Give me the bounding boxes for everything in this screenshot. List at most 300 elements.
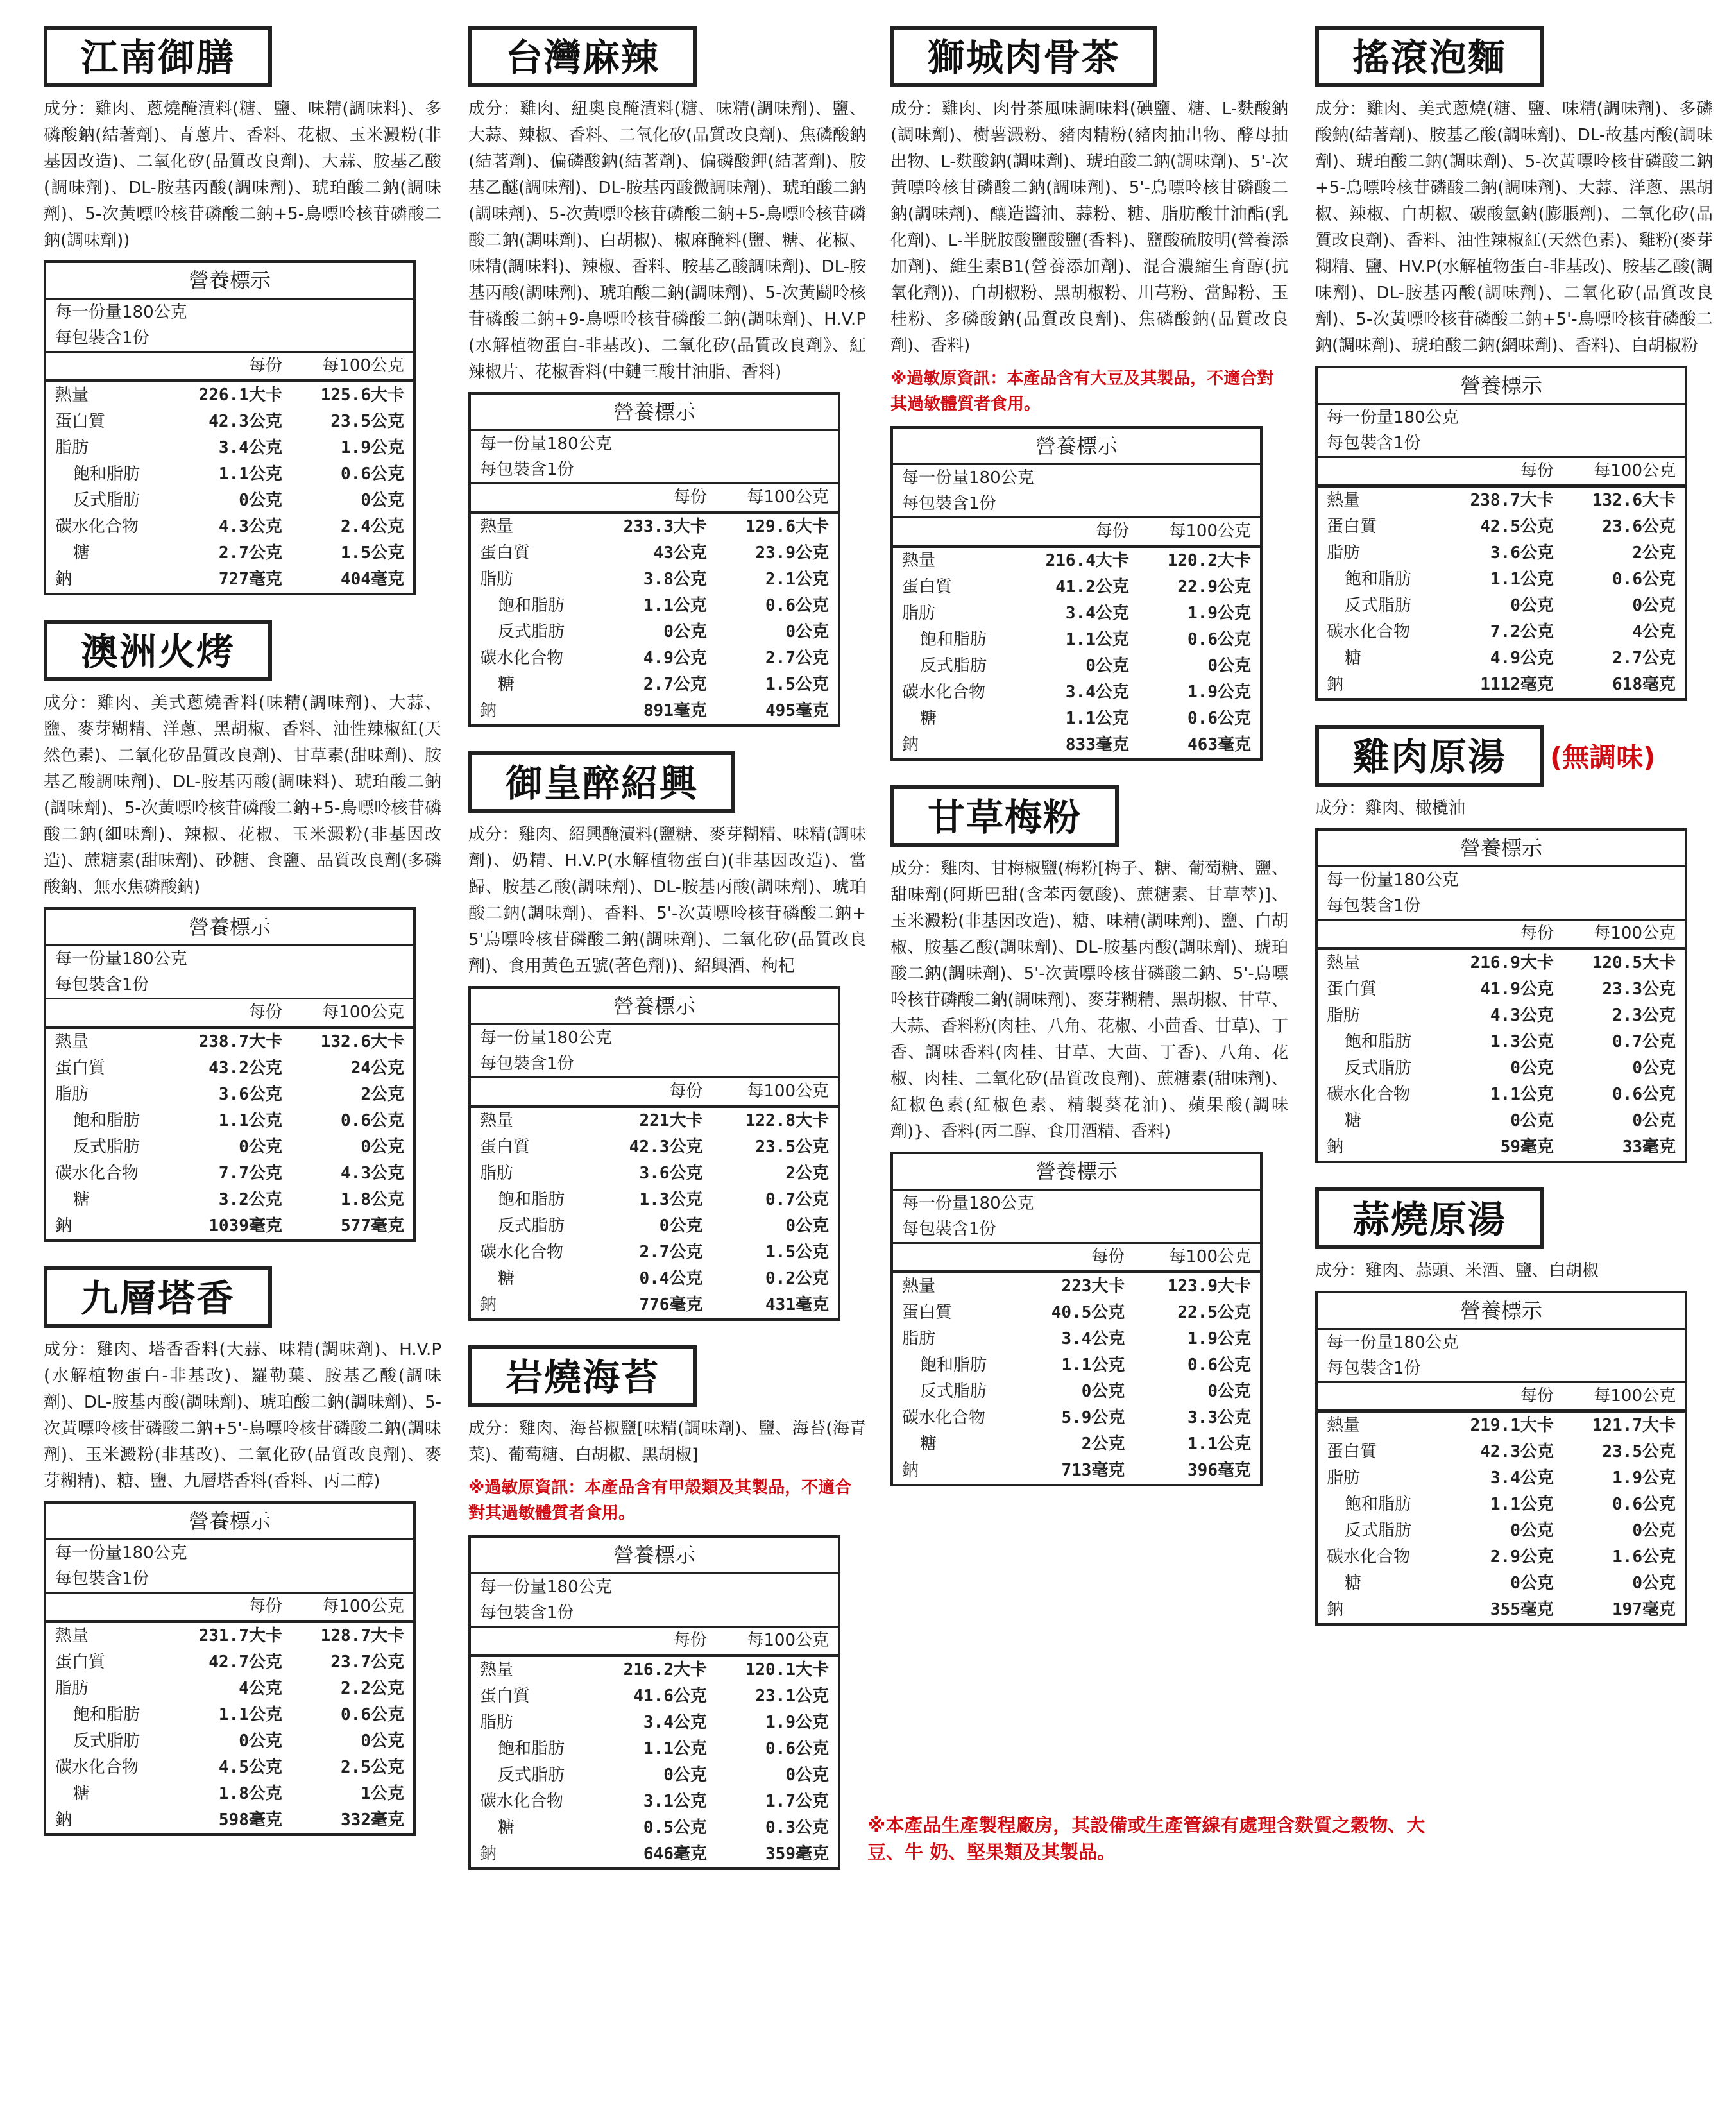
value-per-100g: 2.3公克 xyxy=(1612,1006,1676,1025)
nutrition-title: 營養標示 xyxy=(470,393,839,430)
nutrient-label: 鈉 xyxy=(55,570,72,589)
nutrition-row xyxy=(45,908,414,946)
servings-per-pack: 每包裝含1份 xyxy=(1327,1359,1421,1378)
nutrient-label: 碳水化合物 xyxy=(1327,622,1411,642)
value-per-serving: 0公克 xyxy=(1510,1111,1554,1130)
nutrition-row xyxy=(892,518,1261,547)
nutrition-row xyxy=(1316,1465,1686,1492)
value-per-100g: 23.1公克 xyxy=(755,1687,829,1706)
value-per-100g: 2.4公克 xyxy=(341,517,404,536)
serving-size: 每一份量180公克 xyxy=(55,949,187,969)
value-per-100g: 197毫克 xyxy=(1612,1600,1676,1619)
value-per-serving: 1.1公克 xyxy=(1490,1085,1554,1104)
blank-cell xyxy=(470,1627,594,1656)
nutrient-label: 蛋白質 xyxy=(480,543,531,563)
blank-cell xyxy=(892,1243,1021,1272)
nutrient-label: 蛋白質 xyxy=(902,1303,953,1322)
value-per-serving: 2.7公克 xyxy=(218,543,282,563)
value-per-100g: 23.9公克 xyxy=(755,543,829,563)
nutrition-row xyxy=(45,409,414,435)
value-per-serving: 216.2大卡 xyxy=(594,1656,716,1684)
col-per-100g: 每100公克 xyxy=(291,352,414,381)
value-per-serving: 713毫克 xyxy=(1061,1461,1125,1480)
value-per-100g: 0.6公克 xyxy=(1187,1356,1251,1375)
nutrition-row xyxy=(892,1153,1261,1190)
value-per-serving: 1.1公克 xyxy=(1065,630,1129,649)
value-per-serving: 41.9公克 xyxy=(1480,980,1554,999)
value-per-100g: 0公克 xyxy=(1632,1521,1676,1540)
nutrient-label: 鈉 xyxy=(1327,1137,1344,1157)
nutrient-label: 反式脂肪 xyxy=(73,1137,140,1157)
nutrition-row xyxy=(45,1134,414,1161)
nutrient-label: 熱量 xyxy=(45,1028,169,1056)
value-per-100g: 404毫克 xyxy=(341,570,404,589)
allergen-notice: ※過敏原資訊：本產品含有大豆及其製品，不適合對其過敏體質者食用。 xyxy=(890,369,1274,414)
nutrition-row xyxy=(45,946,414,973)
value-per-serving: 223大卡 xyxy=(1021,1272,1134,1300)
value-per-100g: 0公克 xyxy=(1207,1382,1251,1401)
value-per-serving: 3.2公克 xyxy=(218,1190,282,1209)
nutrition-row xyxy=(45,1781,414,1807)
nutrient-label: 脂肪 xyxy=(1327,1006,1361,1025)
value-per-serving: 42.3公克 xyxy=(208,412,282,431)
nutrient-label: 脂肪 xyxy=(480,1164,514,1183)
value-per-serving: 3.6公克 xyxy=(218,1085,282,1104)
nutrition-row xyxy=(45,999,414,1028)
nutrition-row xyxy=(470,540,839,566)
value-per-100g: 0公克 xyxy=(361,1137,404,1157)
nutrition-row xyxy=(1316,976,1686,1003)
nutrient-label: 糖 xyxy=(73,1190,90,1209)
nutrition-row xyxy=(1316,1492,1686,1518)
value-per-100g: 0.7公克 xyxy=(1612,1032,1676,1051)
value-per-100g: 4公克 xyxy=(1632,622,1676,642)
value-per-serving: 833毫克 xyxy=(1065,735,1129,754)
nutrition-row xyxy=(892,491,1261,518)
nutrition-row xyxy=(470,1710,839,1736)
nutrition-row xyxy=(892,1458,1261,1485)
value-per-100g: 132.6大卡 xyxy=(1563,486,1686,515)
nutrition-row xyxy=(1316,1411,1686,1440)
nutrient-label: 飽和脂肪 xyxy=(920,1356,987,1375)
nutrition-row xyxy=(45,1502,414,1540)
nutrition-row xyxy=(470,430,839,457)
value-per-100g: 1.8公克 xyxy=(341,1190,404,1209)
nutrition-row xyxy=(470,1134,839,1161)
nutrition-row xyxy=(1316,1029,1686,1055)
value-per-serving: 0公克 xyxy=(1081,1382,1125,1401)
col-per-100g: 每100公克 xyxy=(1134,1243,1261,1272)
value-per-100g: 2.7公克 xyxy=(765,649,829,668)
product-title: 江南御膳 xyxy=(44,26,272,87)
value-per-serving: 0公克 xyxy=(1085,656,1129,676)
serving-size: 每一份量180公克 xyxy=(1327,871,1459,890)
nutrition-row xyxy=(45,381,414,409)
nutrition-table xyxy=(468,986,840,1321)
value-per-serving: 4.3公克 xyxy=(218,517,282,536)
nutrient-label: 糖 xyxy=(1345,1111,1362,1130)
nutrition-row xyxy=(45,1622,414,1650)
value-per-serving: 4.3公克 xyxy=(1490,1006,1554,1025)
nutrient-label: 飽和脂肪 xyxy=(1345,1032,1412,1051)
nutrition-row xyxy=(470,1266,839,1292)
nutrition-row xyxy=(1316,1544,1686,1570)
blank-cell xyxy=(470,1078,599,1107)
value-per-100g: 2公克 xyxy=(361,1085,404,1104)
value-per-100g: 577毫克 xyxy=(341,1216,404,1236)
value-per-serving: 3.6公克 xyxy=(1490,543,1554,563)
nutrition-row xyxy=(45,1108,414,1134)
value-per-100g: 2公克 xyxy=(785,1164,829,1183)
nutrition-table xyxy=(468,392,840,727)
value-per-100g: 0公克 xyxy=(1207,656,1251,676)
nutrition-row xyxy=(1316,829,1686,867)
value-per-100g: 24公克 xyxy=(350,1059,404,1078)
serving-size: 每一份量180公克 xyxy=(902,1194,1034,1213)
value-per-serving: 1.1公克 xyxy=(218,464,282,484)
value-per-100g: 396毫克 xyxy=(1187,1461,1251,1480)
nutrient-label: 糖 xyxy=(73,1784,90,1803)
nutrient-label: 熱量 xyxy=(470,513,594,541)
column-3 xyxy=(890,26,1288,1511)
value-per-serving: 7.2公克 xyxy=(1490,622,1554,642)
value-per-serving: 41.6公克 xyxy=(633,1687,707,1706)
value-per-100g: 0公克 xyxy=(785,1765,829,1785)
servings-per-pack: 每包裝含1份 xyxy=(1327,896,1421,915)
nutrient-label: 碳水化合物 xyxy=(480,1243,564,1262)
product-chicken-original xyxy=(1315,725,1713,1163)
nutrition-row xyxy=(892,1300,1261,1326)
value-per-serving: 1112毫克 xyxy=(1480,675,1554,694)
nutrition-title: 營養標示 xyxy=(1316,829,1686,867)
nutrition-title: 營養標示 xyxy=(45,262,414,299)
servings-per-pack: 每包裝含1份 xyxy=(55,975,149,994)
value-per-100g: 431毫克 xyxy=(765,1295,829,1314)
value-per-serving: 4公克 xyxy=(239,1679,282,1698)
col-per-100g: 每100公克 xyxy=(716,484,839,513)
nutrient-label: 碳水化合物 xyxy=(480,649,564,668)
nutrition-row xyxy=(1316,540,1686,566)
value-per-serving: 3.4公克 xyxy=(1065,683,1129,702)
nutrition-row xyxy=(1316,514,1686,540)
blank-cell xyxy=(892,518,1016,547)
value-per-serving: 41.2公克 xyxy=(1055,577,1129,597)
nutrition-row xyxy=(892,1379,1261,1405)
value-per-100g: 2.7公克 xyxy=(1612,649,1676,668)
blank-cell xyxy=(1316,920,1441,949)
value-per-100g: 0.7公克 xyxy=(765,1190,829,1209)
nutrition-row xyxy=(1316,1108,1686,1134)
nutrient-label: 糖 xyxy=(498,1269,515,1288)
value-per-serving: 3.1公克 xyxy=(643,1792,707,1811)
nutrient-label: 飽和脂肪 xyxy=(73,1111,140,1130)
value-per-100g: 23.3公克 xyxy=(1602,980,1676,999)
value-per-serving: 42.3公克 xyxy=(629,1137,703,1157)
nutrition-row xyxy=(45,540,414,566)
nutrition-row xyxy=(892,1431,1261,1458)
nutrition-row xyxy=(892,464,1261,491)
value-per-100g: 23.5公克 xyxy=(1602,1442,1676,1461)
nutrition-title: 營養標示 xyxy=(892,427,1261,464)
nutrition-row xyxy=(892,427,1261,464)
value-per-serving: 3.6公克 xyxy=(639,1164,703,1183)
nutrient-label: 碳水化合物 xyxy=(902,1408,986,1427)
product-licorice-plum xyxy=(890,785,1288,1486)
product-title: 甘草梅粉 xyxy=(890,785,1119,847)
ingredients: 成分：雞肉、紐奧良醃漬料(糖、味精(調味劑)、鹽、大蒜、辣椒、香料、二氧化矽(品質改良劑)、焦磷酸鈉(結著劑)、偏磷酸鈉(結著劑)、偏磷酸鉀(結著劑)、胺基乙醚(調味劑)、DL-胺基丙酸微調味劑)、琥珀酸二鈉(調味劑)、5-次黃嘌呤核苷磷酸二鈉+5-鳥嘌呤核苷磷酸二鈉(調味劑)、白胡椒)、椒麻醃料(鹽、糖、花椒、味精(調味料)、辣椒、香料、胺基乙酸調味劑)、DL-胺基丙酸(調味劑)、琥珀酸二鈉(調味劑)、5-次黃鬬呤核苷磷酸二鈉+9-鳥嘌呤核苷磷酸二鈉(調味劑)、H.V.P(水解植物蛋白-非基改)、二氧化矽(品質改良劑》、紅辣椒片、花椒香料(中鏈三酸甘油脂、香料) xyxy=(468,99,866,382)
servings-per-pack: 每包裝含1份 xyxy=(902,494,996,513)
ingredients: 成分：雞肉、美式蔥燒香料(味精(調味劑)、大蒜、鹽、麥芽糊精、洋蔥、黑胡椒、香料、油性辣椒紅(天然色素)、二氧化矽品質改良劑)、甘草素(甜味劑)、胺基乙酸調味劑)、DL-胺基丙酸(調味料)、琥珀酸二鈉(調味劑)、5-次黃嘌呤核苷磷酸二鈉+5-鳥嘌呤核苷磷酸二鈉(細味劑)、辣椒、花椒、玉米澱粉(非基因改造)、蔗糖素(甜味劑)、砂糖、食鹽、品質改良劑(多磷酸鈉、無水焦磷酸鈉) xyxy=(44,693,441,897)
product-bakkuteh xyxy=(890,26,1288,761)
value-per-100g: 128.7大卡 xyxy=(291,1622,414,1650)
nutrition-row xyxy=(470,393,839,430)
nutrient-label: 飽和脂肪 xyxy=(498,1739,565,1758)
nutrient-label: 脂肪 xyxy=(55,438,89,457)
value-per-serving: 1.1公克 xyxy=(643,1739,707,1758)
product-shaoxing xyxy=(468,751,866,1321)
nutrition-row xyxy=(470,1762,839,1789)
value-per-100g: 0.2公克 xyxy=(765,1269,829,1288)
nutrition-row xyxy=(1316,1055,1686,1082)
value-per-serving: 1.1公克 xyxy=(1490,570,1554,589)
nutrition-row xyxy=(45,1161,414,1187)
ingredients: 成分：雞肉、橄欖油 xyxy=(1315,799,1466,818)
nutrient-label: 糖 xyxy=(1345,1574,1362,1593)
nutrient-label: 飽和脂肪 xyxy=(498,1190,565,1209)
value-per-100g: 129.6大卡 xyxy=(716,513,839,541)
value-per-serving: 226.1大卡 xyxy=(169,381,291,409)
nutrient-label: 糖 xyxy=(920,1434,937,1454)
nutrition-row xyxy=(45,1702,414,1728)
nutrition-row xyxy=(470,1600,839,1627)
value-per-serving: 238.7大卡 xyxy=(1441,486,1563,515)
nutrition-row xyxy=(892,547,1261,575)
nutrition-table xyxy=(890,426,1263,761)
nutrition-table xyxy=(44,1501,416,1836)
nutrition-row xyxy=(45,1755,414,1781)
nutrient-label: 熱量 xyxy=(892,547,1016,575)
nutrition-row xyxy=(45,972,414,999)
nutrient-label: 糖 xyxy=(1345,649,1362,668)
nutrient-label: 蛋白質 xyxy=(480,1137,531,1157)
nutrition-row xyxy=(1316,1356,1686,1382)
nutrient-label: 脂肪 xyxy=(1327,543,1361,563)
nutrient-label: 碳水化合物 xyxy=(902,683,986,702)
nutrient-label: 熱量 xyxy=(45,381,169,409)
serving-size: 每一份量180公克 xyxy=(480,1028,612,1048)
nutrition-row xyxy=(892,653,1261,679)
nutrient-label: 脂肪 xyxy=(480,1713,514,1732)
nutrient-label: 鈉 xyxy=(55,1216,72,1236)
nutrition-table xyxy=(44,907,416,1242)
nutrition-table xyxy=(1315,366,1687,701)
nutrient-label: 飽和脂肪 xyxy=(1345,570,1412,589)
nutrient-label: 蛋白質 xyxy=(55,1653,106,1672)
blank-cell xyxy=(470,484,594,513)
nutrition-row xyxy=(45,262,414,299)
nutrition-row xyxy=(470,566,839,593)
nutrition-row xyxy=(470,1292,839,1320)
nutrition-row xyxy=(892,600,1261,627)
nutrition-title: 營養標示 xyxy=(1316,1292,1686,1329)
col-per-100g: 每100公克 xyxy=(291,999,414,1028)
col-per-serving: 每份 xyxy=(169,352,291,381)
value-per-serving: 221大卡 xyxy=(599,1107,712,1135)
nutrition-row xyxy=(892,1216,1261,1243)
value-per-serving: 1.1公克 xyxy=(1065,709,1129,728)
value-per-serving: 4.9公克 xyxy=(643,649,707,668)
nutrition-row xyxy=(45,1593,414,1622)
serving-size: 每一份量180公克 xyxy=(1327,1333,1459,1352)
nutrient-label: 反式脂肪 xyxy=(498,1216,565,1236)
nutrition-row xyxy=(892,1326,1261,1352)
ingredients: 成分：雞肉、蒜頭、米酒、鹽、白胡椒 xyxy=(1315,1261,1599,1280)
nutrition-row xyxy=(1316,893,1686,920)
nutrition-title: 營養標示 xyxy=(45,1502,414,1540)
value-per-100g: 0公克 xyxy=(1632,1059,1676,1078)
product-title: 搖滾泡麵 xyxy=(1315,26,1544,87)
value-per-100g: 1.5公克 xyxy=(765,1243,829,1262)
nutrient-label: 反式脂肪 xyxy=(1345,1059,1412,1078)
nutrient-label: 碳水化合物 xyxy=(55,517,139,536)
nutrition-row xyxy=(470,1051,839,1078)
value-per-serving: 40.5公克 xyxy=(1051,1303,1125,1322)
nutrition-row xyxy=(1316,1439,1686,1465)
nutrition-row xyxy=(45,325,414,352)
nutrition-row xyxy=(45,1649,414,1676)
value-per-serving: 0公克 xyxy=(1510,1059,1554,1078)
nutrition-row xyxy=(45,1807,414,1835)
value-per-100g: 0.6公克 xyxy=(341,1705,404,1724)
value-per-serving: 1.1公克 xyxy=(1061,1356,1125,1375)
serving-size: 每一份量180公克 xyxy=(55,1544,187,1563)
servings-per-pack: 每包裝含1份 xyxy=(480,1054,574,1073)
value-per-100g: 0公克 xyxy=(361,491,404,510)
nutrition-row xyxy=(45,299,414,326)
value-per-serving: 3.4公克 xyxy=(1065,604,1129,623)
nutrient-label: 蛋白質 xyxy=(1327,1442,1377,1461)
nutrition-row xyxy=(892,706,1261,732)
nutrient-label: 糖 xyxy=(498,1818,515,1837)
nutrient-label: 反式脂肪 xyxy=(1345,1521,1412,1540)
value-per-serving: 2.7公克 xyxy=(643,675,707,694)
value-per-100g: 1.6公克 xyxy=(1612,1547,1676,1567)
servings-per-pack: 每包裝含1份 xyxy=(55,328,149,348)
value-per-serving: 1.1公克 xyxy=(1490,1495,1554,1514)
product-jiangnan xyxy=(44,26,441,595)
col-per-serving: 每份 xyxy=(594,1627,716,1656)
value-per-100g: 618毫克 xyxy=(1612,675,1676,694)
value-per-serving: 0公克 xyxy=(663,1765,707,1785)
value-per-100g: 0.6公克 xyxy=(1612,1085,1676,1104)
value-per-100g: 23.5公克 xyxy=(330,412,404,431)
nutrient-label: 碳水化合物 xyxy=(480,1792,564,1811)
nutrient-label: 鈉 xyxy=(902,1461,919,1480)
nutrient-label: 鈉 xyxy=(480,701,497,720)
nutrition-row xyxy=(1316,1134,1686,1162)
value-per-100g: 23.5公克 xyxy=(755,1137,829,1157)
nutrition-row xyxy=(1316,867,1686,894)
value-per-100g: 0.6公克 xyxy=(1612,1495,1676,1514)
nutrition-row xyxy=(892,679,1261,706)
col-per-serving: 每份 xyxy=(1441,457,1563,486)
nutrition-row xyxy=(1316,404,1686,431)
nutrition-title: 營養標示 xyxy=(470,1536,839,1574)
column-2 xyxy=(468,26,866,1894)
value-per-serving: 2公克 xyxy=(1081,1434,1125,1454)
value-per-100g: 1.9公克 xyxy=(341,438,404,457)
value-per-serving: 42.7公克 xyxy=(208,1653,282,1672)
value-per-serving: 42.3公克 xyxy=(1480,1442,1554,1461)
nutrient-label: 熱量 xyxy=(892,1272,1021,1300)
col-per-100g: 每100公克 xyxy=(711,1078,839,1107)
nutrition-row xyxy=(470,1187,839,1213)
nutrition-row xyxy=(1316,593,1686,619)
product-australian-grill xyxy=(44,620,441,1242)
nutrition-row xyxy=(1316,486,1686,515)
nutrient-label: 鈉 xyxy=(480,1844,497,1864)
servings-per-pack: 每包裝含1份 xyxy=(55,1569,149,1588)
value-per-100g: 0.6公克 xyxy=(1187,709,1251,728)
product-taiwan-mala xyxy=(468,26,866,727)
nutrition-row xyxy=(470,1841,839,1869)
value-per-100g: 0公克 xyxy=(1632,596,1676,615)
nutrition-row xyxy=(1316,430,1686,457)
nutrition-row xyxy=(45,435,414,461)
value-per-serving: 1.1公克 xyxy=(218,1111,282,1130)
value-per-serving: 3.8公克 xyxy=(643,570,707,589)
nutrition-row xyxy=(892,732,1261,760)
col-per-100g: 每100公克 xyxy=(716,1627,839,1656)
product-title: 蒜燒原湯 xyxy=(1315,1187,1544,1249)
product-title: 雞肉原湯 xyxy=(1315,725,1544,787)
value-per-100g: 121.7大卡 xyxy=(1563,1411,1686,1440)
ingredients: 成分：雞肉、海苔椒鹽[味精(調味劑)、鹽、海苔(海青菜)、葡萄糖、白胡椒、黑胡椒] xyxy=(468,1419,866,1465)
servings-per-pack: 每包裝含1份 xyxy=(1327,434,1421,453)
value-per-serving: 216.4大卡 xyxy=(1016,547,1138,575)
nutrient-label: 蛋白質 xyxy=(55,1059,106,1078)
col-per-100g: 每100公克 xyxy=(1563,457,1686,486)
value-per-serving: 355毫克 xyxy=(1490,1600,1554,1619)
value-per-serving: 233.3大卡 xyxy=(594,513,716,541)
product-title: 獅城肉骨茶 xyxy=(890,26,1157,87)
value-per-100g: 1.9公克 xyxy=(765,1713,829,1732)
blank-cell xyxy=(45,352,169,381)
nutrient-label: 熱量 xyxy=(45,1622,169,1650)
blank-cell xyxy=(45,1593,169,1622)
nutrition-row xyxy=(470,1815,839,1841)
nutrient-label: 鈉 xyxy=(55,1810,72,1830)
nutrition-row xyxy=(45,514,414,540)
value-per-100g: 1.9公克 xyxy=(1187,683,1251,702)
nutrient-label: 碳水化合物 xyxy=(1327,1085,1411,1104)
nutrition-row xyxy=(470,645,839,672)
nutrition-table xyxy=(1315,828,1687,1163)
value-per-serving: 776毫克 xyxy=(639,1295,703,1314)
nutrition-row xyxy=(470,457,839,484)
value-per-serving: 0公克 xyxy=(239,491,282,510)
nutrient-label: 熱量 xyxy=(1316,1411,1441,1440)
nutrition-row xyxy=(470,1736,839,1762)
nutrition-row xyxy=(892,1405,1261,1431)
value-per-serving: 891毫克 xyxy=(643,701,707,720)
product-title: 御皇醉紹興 xyxy=(468,751,735,813)
nutrition-row xyxy=(45,1213,414,1241)
col-per-serving: 每份 xyxy=(594,484,716,513)
nutrition-row xyxy=(45,1187,414,1213)
value-per-serving: 0公克 xyxy=(239,1731,282,1751)
nutrition-row xyxy=(45,1540,414,1567)
